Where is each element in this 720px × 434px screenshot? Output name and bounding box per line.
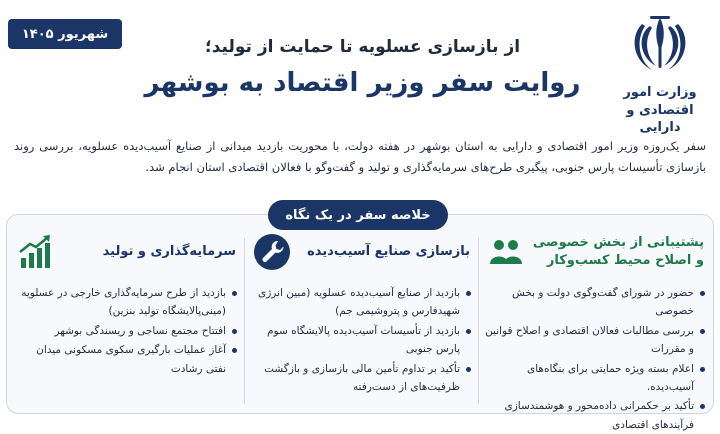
list-item: تأکید بر حکمرانی داده‌محور و هوشمندسازی فرآیندهای اقتصادی <box>484 397 706 434</box>
list-item: بازدید از تأسیسات آسیب‌دیده پالایشگاه سوم پارس جنوبی <box>250 322 472 359</box>
iran-emblem-icon <box>628 12 692 76</box>
summary-column-investment <box>14 226 238 414</box>
column-list <box>484 284 706 434</box>
date-badge: شهریور ۱۴۰۵ <box>8 19 122 49</box>
list-item: آغاز عملیات بارگیری سکوی مسکونی میدان نفتی رشادت <box>14 341 238 378</box>
column-title: بازسازی صنایع آسیب‌دیده <box>307 244 470 260</box>
summary-banner: خلاصه سفر در یک نگاه <box>268 200 448 230</box>
summary-column-private-sector <box>484 226 706 431</box>
list-item: تأکید بر تداوم تأمین مالی بازسازی و بازگشت ظرفیت‌های از دست‌رفته <box>250 360 472 397</box>
main-headline: روایت سفر وزیر اقتصاد به بوشهر <box>144 68 581 99</box>
users-group-icon <box>486 232 526 272</box>
column-title: سرمایه‌گذاری و تولید <box>102 244 236 260</box>
summary-column-reconstruction <box>250 226 472 414</box>
list-item: بررسی مطالبات فعالان اقتصادی و اصلاح قوانین و مقررات <box>484 322 706 359</box>
column-header <box>250 226 472 278</box>
list-item: بازدید از صنایع آسیب‌دیده عسلویه (مبین انرژی شهیدفارس و پتروشیمی جم) <box>250 284 472 321</box>
headline-block <box>130 36 595 99</box>
ministry-name: وزارت امور اقتصادی و دارایی <box>623 85 697 136</box>
column-title: پشتیبانی از بخش خصوصی و اصلاح محیط کسب‌وکار <box>532 235 704 268</box>
ministry-logo-block <box>608 12 712 136</box>
list-item: حضور در شورای گفت‌وگوی دولت و بخش خصوصی <box>484 284 706 321</box>
column-list <box>14 284 238 378</box>
kicker-title: از بازسازی عسلویه تا حمایت از تولید؛ <box>204 37 521 57</box>
wrench-icon <box>252 232 292 272</box>
column-list <box>250 284 472 396</box>
column-header <box>14 226 238 278</box>
column-divider <box>244 238 245 404</box>
column-divider <box>478 238 479 404</box>
list-item: اعلام بسته ویژه حمایتی برای بنگاه‌های آسیب‌دیده. <box>484 360 706 397</box>
growth-chart-icon <box>16 232 56 272</box>
lead-paragraph: سفر یک‌روزه وزیر امور اقتصادی و دارایی به استان بوشهر در هفته دولت، با محوریت بازدید میدانی از صنایع آسیب‌دیده عسلویه، بررسی روند بازسازی تأسیسات پارس جنوبی، پیگیری طرح‌های سرمایه‌گذاری و تولید و گفت‌وگو با فعالان اقتصادی استان انجام شد. <box>14 139 706 175</box>
list-item: افتتاح مجتمع نساجی و ریسندگی بوشهر <box>14 322 238 340</box>
column-header <box>484 226 706 278</box>
list-item: بازدید از طرح سرمایه‌گذاری خارجی در عسلویه (مینی‌پالایشگاه تولید بنزین) <box>14 284 238 321</box>
